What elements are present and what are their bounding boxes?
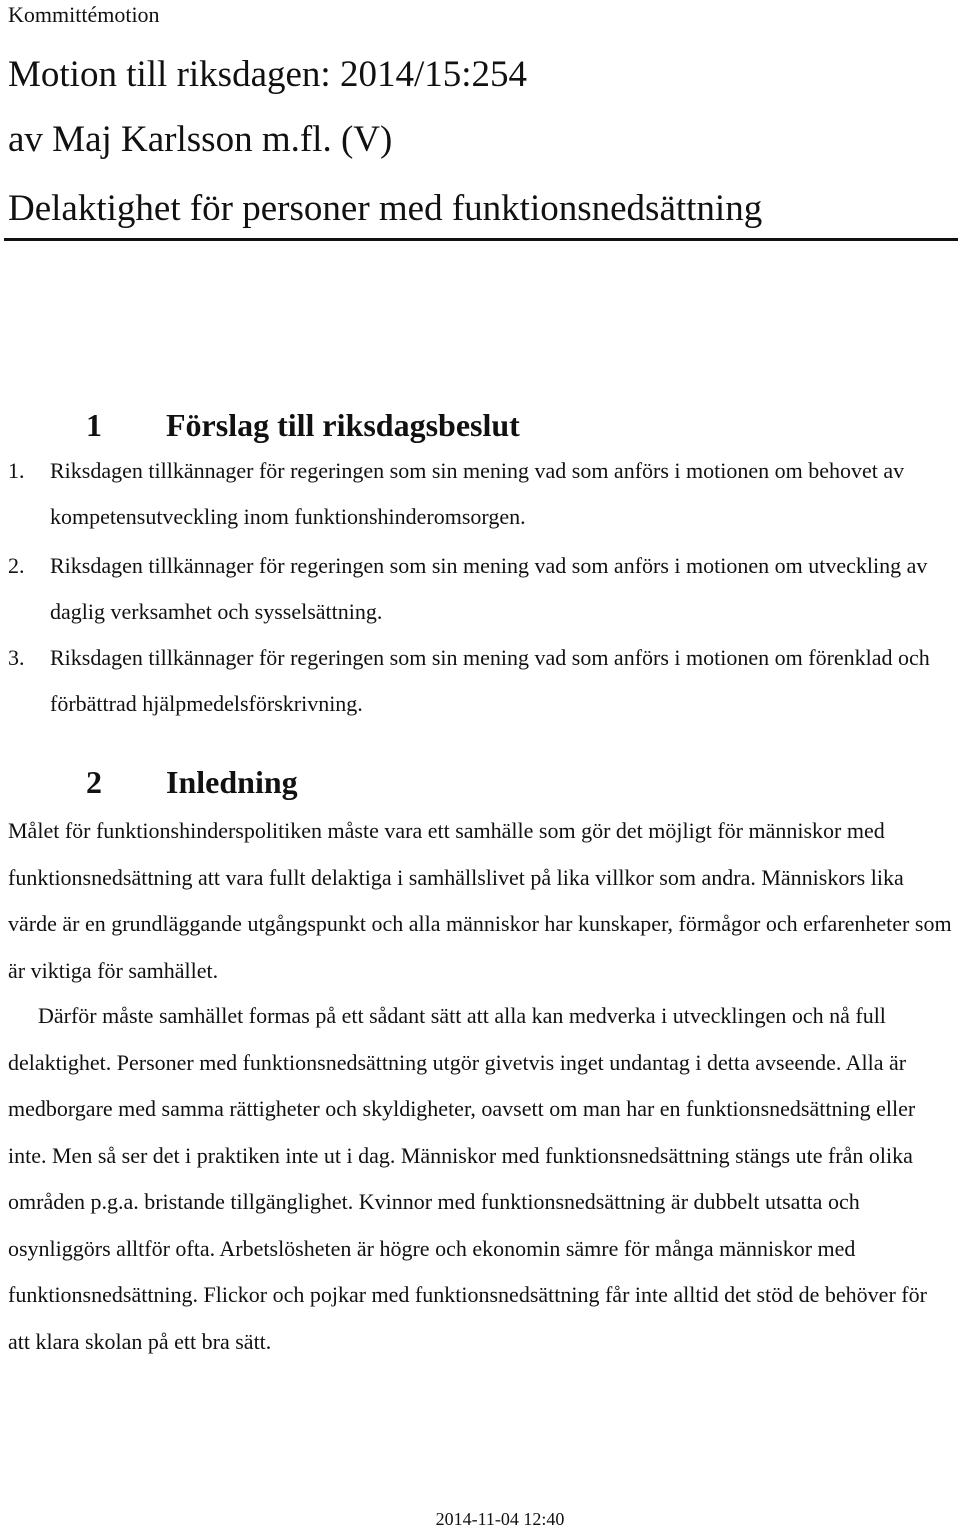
document-type-label: Kommittémotion xyxy=(8,2,160,27)
title-divider xyxy=(4,238,958,241)
section-heading-1 xyxy=(86,405,520,445)
proposal-item-2 xyxy=(8,543,948,635)
body-paragraph-2: Därför måste samhället formas på ett sådant sätt att alla kan medverka i utvecklingen och nå full delaktighet. Personer med funktionsnedsättning utgör givetvis inget undantag i detta avseende. Alla är medborgare med samma rättigheter och skyldigheter, oavsett om man har en funktionsnedsättning eller inte. Men så ser det i praktiken inte ut i dag. Människor med funktionsnedsättning stängs ute från olika områden p.g.a. bristande tillgänglighet. Kvinnor med funktionsnedsättning är dubbelt utsatta och osynliggörs alltför ofta. Arbetslösheten är högre och ekonomin sämre för många människor med funktionsnedsättning. Flickor och pojkar med funktionsnedsättning får inte alltid det stöd de behöver för att klara skolan på ett bra sätt. xyxy=(8,1003,927,1354)
section-title: Förslag till riksdagsbeslut xyxy=(166,407,520,443)
proposal-text: Riksdagen tillkännager för regeringen som sin mening vad som anförs i motionen om utveckling av daglig verksamhet och sysselsättning. xyxy=(50,553,928,624)
section-heading-2 xyxy=(86,762,298,802)
body-paragraph-1: Målet för funktionshinderspolitiken måste vara ett samhälle som gör det möjligt för människor med funktionsnedsättning att vara fullt delaktiga i samhällslivet på lika villkor som andra. Människors lika värde är en grundläggande utgångspunkt och alla människor har kunskaper, förmågor och erfarenheter som är viktiga för samhället. xyxy=(8,818,952,983)
motion-authors: av Maj Karlsson m.fl. (V) xyxy=(8,119,393,160)
page-footer-timestamp: 2014-11-04 12:40 xyxy=(435,1509,565,1529)
motion-subject: Delaktighet för personer med funktionsnedsättning xyxy=(8,188,763,229)
proposal-text: Riksdagen tillkännager för regeringen som sin mening vad som anförs i motionen om behovet av kompetensutveckling inom funktionshinderomsorgen. xyxy=(50,458,905,529)
proposal-item-1 xyxy=(8,448,948,540)
proposal-number: 2. xyxy=(8,553,25,578)
proposal-number: 3. xyxy=(8,645,25,670)
proposal-item-3 xyxy=(8,635,948,727)
section-title: Inledning xyxy=(166,764,298,800)
proposal-text: Riksdagen tillkännager för regeringen som sin mening vad som anförs i motionen om förenklad och förbättrad hjälpmedelsförskrivning. xyxy=(50,645,930,716)
section-number: 1 xyxy=(86,407,102,443)
motion-title: Motion till riksdagen: 2014/15:254 xyxy=(8,54,528,95)
section-number: 2 xyxy=(86,764,102,800)
proposal-number: 1. xyxy=(8,458,25,483)
